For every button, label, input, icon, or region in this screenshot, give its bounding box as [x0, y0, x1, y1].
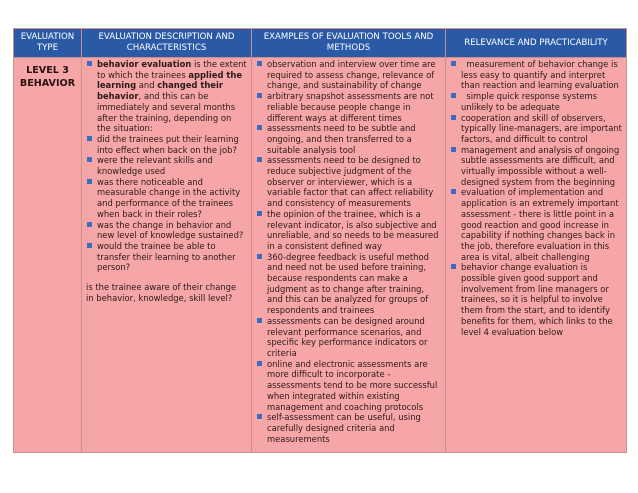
- list-item: behavior evaluation is the extent to which the trainees applied the learning and changed their behavior, and this can be immediately and several months after the training, depending on the situation:: [86, 59, 247, 134]
- bullet-icon: [87, 61, 92, 66]
- list-item: 360-degree feedback is useful method and need not be used before training, because respondents can make a judgment as to change after training, and this can be analyzed for groups of respondents and trainees: [256, 252, 441, 316]
- evaluation-table: [13, 28, 627, 453]
- list-item: was the change in behavior and new level of knowledge sustained?: [86, 220, 247, 241]
- description-cell: [82, 58, 252, 453]
- bullet-icon: [451, 189, 456, 194]
- list-item: the opinion of the trainee, which is a relevant indicator, is also subjective and unreliable, and so needs to be measured in a consistent defined way: [256, 209, 441, 252]
- bullet-icon: [257, 125, 262, 130]
- table-row: [14, 58, 627, 453]
- evaluation-type-cell: [14, 58, 82, 453]
- type-label: BEHAVIOR: [19, 78, 76, 89]
- bullet-icon: [257, 61, 262, 66]
- list-item: did the trainees put their learning into effect when back on the job?: [86, 134, 247, 155]
- bullet-icon: [87, 222, 92, 227]
- list-item: was there noticeable and measurable change in the activity and performance of the trainees when back in their roles?: [86, 177, 247, 220]
- bullet-icon: [87, 243, 92, 248]
- level-label: LEVEL 3: [26, 65, 69, 76]
- bullet-icon: [451, 147, 456, 152]
- list-item: arbitrary snapshot assessments are not reliable because people change in different ways at different times: [256, 91, 441, 123]
- list-item: would the trainee be able to transfer their learning to another person?: [86, 241, 247, 273]
- bullet-icon: [257, 211, 262, 216]
- bullet-icon: [87, 179, 92, 184]
- examples-list: [252, 58, 445, 444]
- list-item: simple quick response systems unlikely to be adequate: [450, 91, 622, 112]
- list-item: assessments need to be designed to reduce subjective judgment of the observer or interviewer, which is a variable factor that can affect reliability and consistency of measurements: [256, 155, 441, 209]
- header-row: [14, 29, 627, 58]
- list-item: online and electronic assessments are more difficult to incorporate - assessments tend to be more successful when integrated within existing management and coaching protocols: [256, 359, 441, 413]
- bullet-icon: [257, 157, 262, 162]
- list-item: self-assessment can be useful, using carefully designed criteria and measurements: [256, 412, 441, 444]
- evaluation-type-label: [14, 58, 81, 90]
- bullet-icon: [257, 93, 262, 98]
- list-item: assessments need to be subtle and ongoing, and then transferred to a suitable analysis tool: [256, 123, 441, 155]
- relevance-list: [446, 58, 626, 337]
- examples-cell: [252, 58, 446, 453]
- list-item: measurement of behavior change is less easy to quantify and interpret than reaction and learning evaluation: [450, 59, 622, 91]
- list-item: assessments can be designed around relevant performance scenarios, and specific key performance indicators or criteria: [256, 316, 441, 359]
- bullet-icon: [87, 136, 92, 141]
- list-item: cooperation and skill of observers, typically line-managers, are important factors, and difficult to control: [450, 113, 622, 145]
- header-relevance: RELEVANCE AND PRACTICABILITY: [446, 29, 627, 58]
- bullet-icon: [451, 264, 456, 269]
- bullet-icon: [451, 115, 456, 120]
- bullet-icon: [257, 254, 262, 259]
- relevance-cell: [446, 58, 627, 453]
- awareness-question: is the trainee aware of their change in behavior, knowledge, skill level?: [86, 282, 237, 303]
- list-item: behavior change evaluation is possible given good support and involvement from line managers or trainees, so it is helpful to involve them from the start, and to identify benefits for them, which links to the level 4 evaluation below: [450, 262, 622, 337]
- list-item: management and analysis of ongoing subtle assessments are difficult, and virtually impossible without a well-designed system from the beginning: [450, 145, 622, 188]
- bullet-icon: [257, 361, 262, 366]
- list-item: evaluation of implementation and application is an extremely important assessment - there is little point in a good reaction and good increase in capability if nothing changes back in the job, therefore evaluation in this area is vital, albeit challenging: [450, 187, 622, 262]
- bullet-icon: [451, 61, 456, 66]
- bullet-icon: [87, 157, 92, 162]
- bullet-icon: [451, 93, 456, 98]
- bullet-icon: [257, 414, 262, 419]
- list-item: were the relevant skills and knowledge used: [86, 155, 247, 176]
- bullet-icon: [257, 318, 262, 323]
- header-evaluation-type: EVALUATION TYPE: [14, 29, 82, 58]
- list-item: observation and interview over time are required to assess change, relevance of change, and sustainability of change: [256, 59, 441, 91]
- header-description: EVALUATION DESCRIPTION AND CHARACTERISTICS: [82, 29, 252, 58]
- description-list: [82, 58, 251, 273]
- header-examples: EXAMPLES OF EVALUATION TOOLS AND METHODS: [252, 29, 446, 58]
